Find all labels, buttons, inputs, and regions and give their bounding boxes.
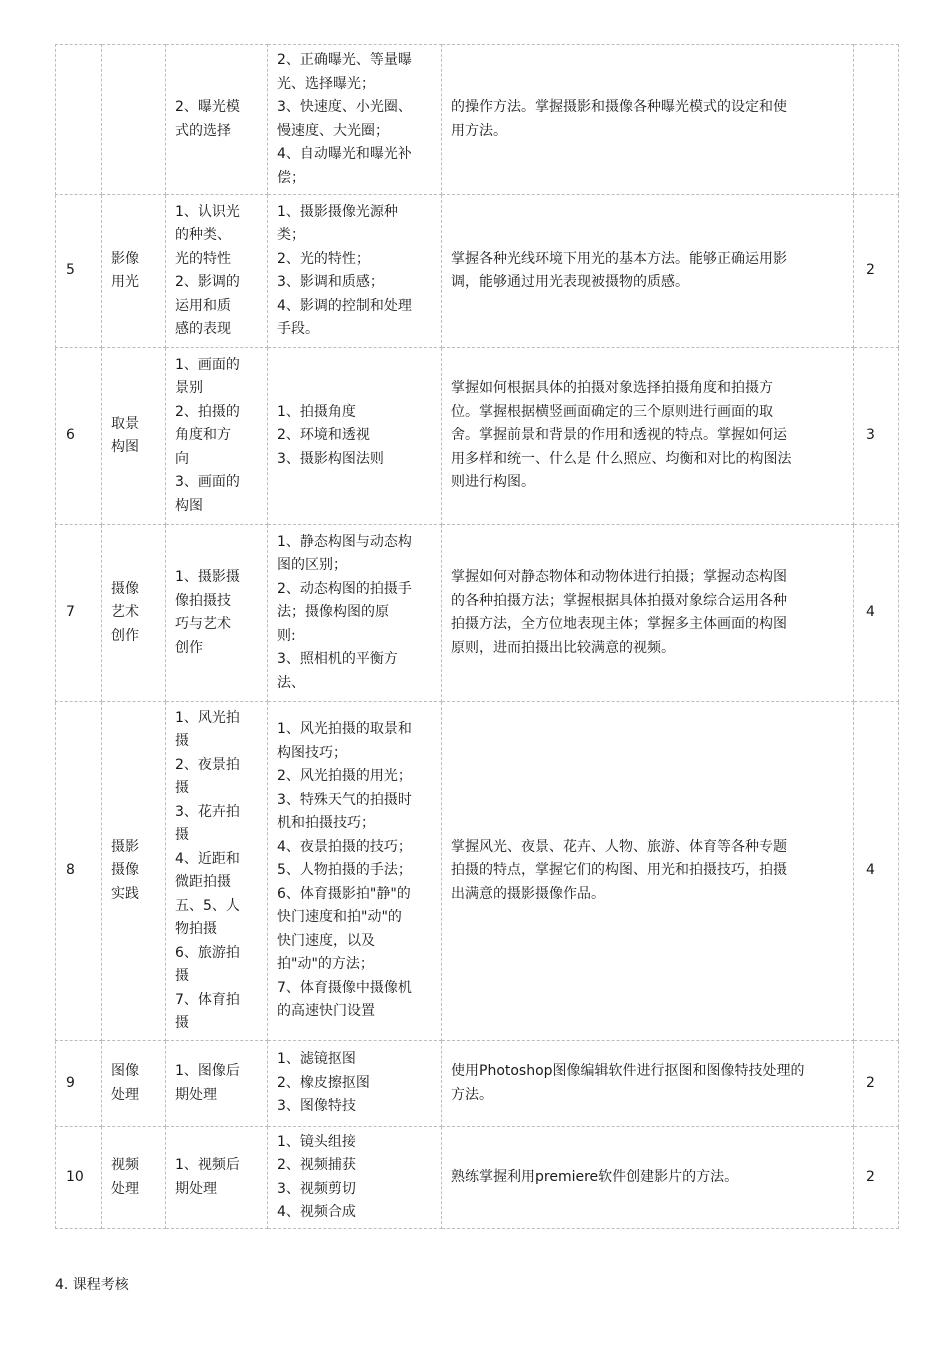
cell-line: 视频: [111, 1157, 139, 1173]
cell-line: 1、摄影摄: [175, 569, 240, 585]
cell-line: 取景: [111, 415, 139, 432]
cell-hours: [854, 525, 899, 702]
cell-text: 10: [66, 1168, 84, 1185]
cell-line: 式的选择: [175, 122, 231, 139]
table-row: [56, 45, 899, 195]
table-row: [56, 1127, 899, 1229]
cell-line: 4、视频合成: [277, 1204, 356, 1220]
cell-line: 4、影调的控制和处理: [277, 297, 412, 314]
cell-text: 4: [866, 604, 875, 621]
cell-requirement: [442, 348, 854, 525]
cell-line: 1、认识光: [175, 203, 240, 220]
cell-topic: [102, 195, 166, 348]
cell-line: 景别: [175, 380, 203, 397]
cell-line: 6、体育摄影拍"静"的: [277, 885, 411, 902]
cell-topic: [102, 1041, 166, 1127]
cell-line: 快门速度，以及: [277, 932, 375, 949]
cell-requirement: [442, 195, 854, 348]
cell-key-points: [268, 45, 442, 195]
cell-line: 摄像: [111, 580, 139, 597]
cell-text: 3: [866, 427, 875, 444]
cell-hours: [854, 195, 899, 348]
cell-text: 8: [66, 862, 75, 879]
cell-content: [166, 702, 268, 1041]
cell-line: 原则，进而拍摄出比较满意的视频。: [451, 639, 675, 656]
cell-line: 拍摄的特点，掌握它们的构图、用光和拍摄技巧，拍摄: [451, 862, 787, 879]
cell-line: 4、自动曝光和曝光补: [277, 146, 412, 162]
cell-line: 5、人物拍摄的手法；: [277, 862, 412, 879]
cell-line: 使用Photoshop图像编辑软件进行抠图和图像特技处理的: [451, 1063, 805, 1079]
cell-hours: [854, 1041, 899, 1127]
cell-text: 9: [66, 1074, 75, 1091]
cell-line: 掌握风光、夜景、花卉、人物、旅游、体育等各种专题: [451, 838, 787, 855]
cell-line: 光、选择曝光；: [277, 75, 375, 92]
cell-line: 1、视频后: [175, 1157, 240, 1173]
cell-number: [56, 1041, 102, 1127]
cell-line: 掌握如何根据具体的拍摄对象选择拍摄角度和拍摄方: [451, 380, 773, 397]
cell-line: 的种类、: [175, 227, 231, 243]
cell-line: 的高速快门设置: [277, 1003, 375, 1020]
cell-text: 2: [866, 262, 875, 279]
section-title: 4. 课程考核: [55, 1277, 129, 1293]
cell-line: 用多样和统一、什么是 什么照应、均衡和对比的构图法: [451, 450, 792, 467]
cell-line: 影像: [111, 250, 139, 267]
cell-line: 实践: [111, 885, 139, 902]
cell-line: 2、正确曝光、等量曝: [277, 52, 412, 68]
cell-line: 的各种拍摄方法；掌握根据具体拍摄对象综合运用各种: [451, 592, 787, 609]
cell-number: [56, 195, 102, 348]
cell-hours: [854, 702, 899, 1041]
cell-line: 4、近距和: [175, 850, 240, 867]
cell-key-points: [268, 525, 442, 702]
cell-line: 巧与艺术: [175, 616, 231, 632]
cell-key-points: [268, 348, 442, 525]
cell-line: 摄: [175, 780, 189, 796]
cell-line: 舍。掌握前景和背景的作用和透视的特点。掌握如何运: [451, 427, 787, 444]
cell-line: 用方法。: [451, 122, 507, 139]
cell-line: 3、影调和质感；: [277, 274, 384, 290]
cell-line: 3、特殊天气的拍摄时: [277, 791, 412, 808]
cell-line: 创作: [175, 639, 203, 656]
cell-line: 1、风光拍: [175, 709, 240, 726]
cell-line: 拍"动"的方法；: [277, 956, 374, 973]
cell-line: 的操作方法。掌握摄影和摄像各种曝光模式的设定和使: [451, 99, 787, 115]
cell-line: 物拍摄: [175, 921, 217, 937]
cell-line: 摄影: [111, 838, 139, 855]
cell-line: 构图: [111, 439, 139, 455]
cell-topic: [102, 45, 166, 195]
cell-line: 3、图像特技: [277, 1098, 356, 1115]
table-row: [56, 195, 899, 348]
cell-text: 2: [866, 1074, 875, 1091]
table-row: [56, 525, 899, 702]
cell-topic: [102, 1127, 166, 1229]
cell-text: 2: [866, 1168, 875, 1185]
cell-line: 掌握如何对静态物体和动物体进行拍摄；掌握动态构图: [451, 569, 787, 585]
cell-content: [166, 1127, 268, 1229]
table-row: [56, 1041, 899, 1127]
cell-line: 微距拍摄: [175, 874, 231, 890]
course-schedule-table: [55, 44, 899, 1229]
cell-line: 熟练掌握利用premiere软件创建影片的方法。: [451, 1168, 739, 1185]
table-body: [56, 45, 899, 1229]
cell-line: 快门速度和拍"动"的: [277, 909, 402, 926]
cell-line: 则进行构图。: [451, 474, 535, 491]
cell-line: 2、夜景拍: [175, 756, 240, 773]
cell-line: 3、照相机的平衡方: [277, 651, 398, 668]
cell-line: 摄像: [111, 862, 139, 879]
cell-line: 构图: [175, 497, 203, 514]
cell-key-points: [268, 1041, 442, 1127]
cell-line: 2、风光拍摄的用光；: [277, 768, 412, 785]
cell-line: 像拍摄技: [175, 592, 231, 609]
cell-hours: [854, 348, 899, 525]
cell-line: 7、体育摄像中摄像机: [277, 979, 412, 996]
cell-hours: [854, 1127, 899, 1229]
cell-number: [56, 45, 102, 195]
cell-line: 1、画面的: [175, 356, 240, 373]
cell-content: [166, 45, 268, 195]
cell-requirement: [442, 45, 854, 195]
cell-line: 1、镜头组接: [277, 1133, 356, 1150]
cell-line: 2、曝光模: [175, 99, 240, 115]
cell-line: 构图技巧；: [277, 744, 347, 761]
cell-key-points: [268, 195, 442, 348]
cell-line: 2、环境和透视: [277, 427, 370, 444]
cell-line: 角度和方: [175, 427, 231, 444]
cell-line: 图的区别；: [277, 557, 347, 574]
cell-line: 位。掌握根据横竖画面确定的三个原则进行画面的取: [451, 403, 773, 420]
cell-line: 3、画面的: [175, 474, 240, 491]
cell-line: 3、花卉拍: [175, 803, 240, 820]
cell-requirement: [442, 702, 854, 1041]
cell-line: 偿；: [277, 169, 305, 186]
cell-line: 7、体育拍: [175, 991, 240, 1008]
cell-line: 处理: [111, 1180, 139, 1197]
cell-line: 1、摄影摄像光源种: [277, 203, 398, 220]
cell-line: 2、动态构图的拍摄手: [277, 580, 412, 597]
cell-line: 慢速度、大光圈；: [277, 122, 389, 139]
cell-line: 用光: [111, 274, 139, 290]
cell-topic: [102, 348, 166, 525]
cell-line: 图像: [111, 1063, 139, 1079]
cell-line: 1、拍摄角度: [277, 403, 356, 420]
cell-line: 2、视频捕获: [277, 1157, 356, 1173]
cell-line: 运用和质: [175, 297, 231, 314]
cell-line: 摄: [175, 827, 189, 843]
cell-number: [56, 1127, 102, 1229]
cell-line: 3、视频剪切: [277, 1180, 356, 1197]
cell-line: 1、图像后: [175, 1063, 240, 1079]
cell-number: [56, 702, 102, 1041]
cell-line: 摄: [175, 968, 189, 984]
cell-line: 法、: [277, 674, 305, 691]
cell-line: 出满意的摄影摄像作品。: [451, 885, 605, 902]
cell-line: 2、光的特性；: [277, 250, 370, 267]
cell-line: 法；摄像构图的原: [277, 604, 389, 621]
cell-line: 方法。: [451, 1086, 493, 1103]
cell-content: [166, 348, 268, 525]
cell-line: 创作: [111, 627, 139, 644]
cell-line: 期处理: [175, 1180, 217, 1197]
cell-line: 调，能够通过用光表现被摄物的质感。: [451, 274, 689, 290]
cell-line: 摄: [175, 733, 189, 749]
cell-number: [56, 348, 102, 525]
cell-text: 4: [866, 862, 875, 879]
cell-line: 1、静态构图与动态构: [277, 533, 412, 550]
cell-line: 五、5、人: [175, 897, 240, 914]
cell-line: 2、橡皮擦抠图: [277, 1074, 370, 1091]
cell-line: 期处理: [175, 1086, 217, 1103]
cell-line: 感的表现: [175, 321, 231, 337]
cell-key-points: [268, 702, 442, 1041]
cell-line: 类；: [277, 227, 305, 243]
cell-line: 4、夜景拍摄的技巧；: [277, 838, 412, 855]
cell-line: 艺术: [111, 604, 139, 621]
cell-key-points: [268, 1127, 442, 1229]
cell-line: 摄: [175, 1015, 189, 1031]
cell-line: 则:: [277, 627, 296, 644]
cell-line: 3、摄影构图法则: [277, 450, 384, 467]
cell-line: 2、影调的: [175, 274, 240, 290]
cell-content: [166, 525, 268, 702]
cell-text: 7: [66, 604, 75, 621]
cell-line: 1、滤镜抠图: [277, 1051, 356, 1068]
cell-requirement: [442, 525, 854, 702]
cell-topic: [102, 702, 166, 1041]
cell-line: 机和拍摄技巧；: [277, 815, 375, 832]
cell-line: 拍摄方法，全方位地表现主体；掌握多主体画面的构图: [451, 616, 787, 632]
cell-line: 手段。: [277, 321, 319, 337]
cell-line: 光的特性: [175, 250, 231, 267]
cell-requirement: [442, 1041, 854, 1127]
cell-hours: [854, 45, 899, 195]
table-row: [56, 702, 899, 1041]
cell-line: 3、快速度、小光圈、: [277, 99, 412, 115]
cell-number: [56, 525, 102, 702]
cell-content: [166, 1041, 268, 1127]
cell-line: 处理: [111, 1086, 139, 1103]
cell-topic: [102, 525, 166, 702]
cell-text: 6: [66, 427, 75, 444]
cell-line: 向: [175, 450, 189, 467]
cell-content: [166, 195, 268, 348]
cell-line: 2、拍摄的: [175, 403, 240, 420]
cell-requirement: [442, 1127, 854, 1229]
cell-line: 1、风光拍摄的取景和: [277, 721, 412, 738]
cell-text: 5: [66, 262, 75, 279]
table-row: [56, 348, 899, 525]
cell-line: 6、旅游拍: [175, 944, 240, 961]
cell-line: 掌握各种光线环境下用光的基本方法。能够正确运用影: [451, 250, 787, 267]
